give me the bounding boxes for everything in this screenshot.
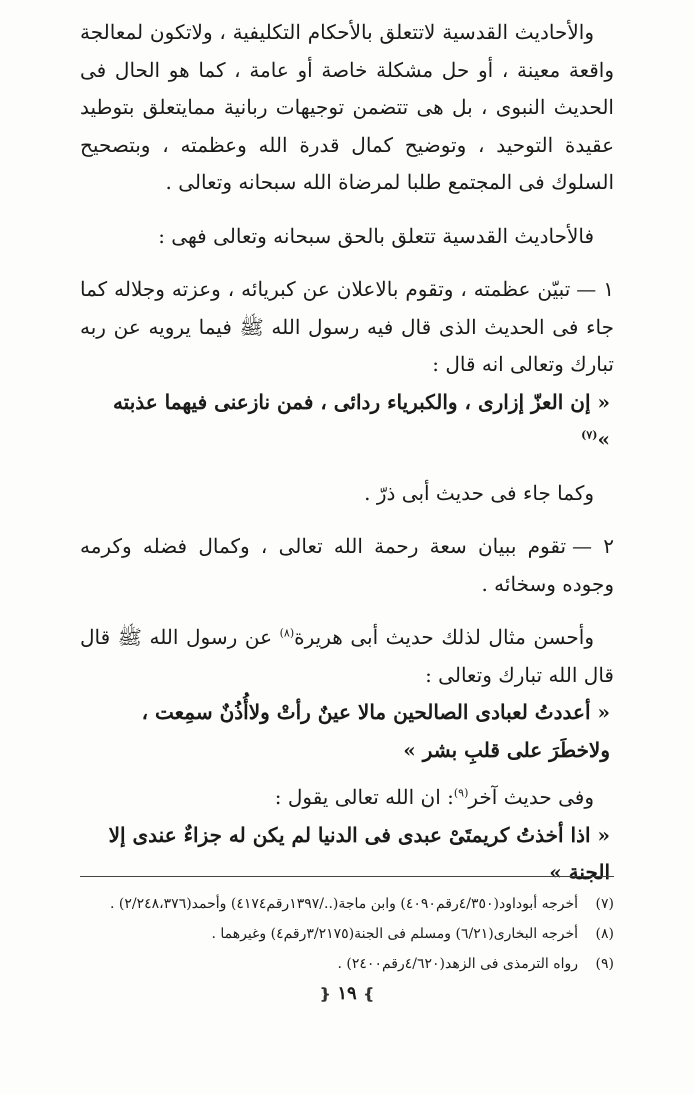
intro-paragraph: والأحاديث القدسية لاتتعلق بالأحكام التكليفية ، ولاتكون لمعالجة واقعة معينة ، أو حل مشكلة خاصة أو عامة ، كما هو الحال فى الحديث النبوى ، بل هى تتضمن توجيهات ربانية ممايتعلق بتوطيد عقيدة التوحيد ، وتوضيح كمال قدرة الله وعظمته ، وبتصحيح السلوك فى المجتمع طلبا لمرضاة الله سبحانه وتعالى . xyxy=(80,20,614,194)
page-number: ١٩ xyxy=(337,983,357,1004)
example-post: عن رسول الله ﷺ قال قال الله تبارك وتعالى : xyxy=(80,625,614,687)
hadith-post: : ان الله تعالى يقول : xyxy=(274,785,454,809)
footnote-8 xyxy=(80,919,614,949)
ornament-right-icon: ❵ xyxy=(362,985,376,1003)
hadith-intro xyxy=(80,779,614,817)
footnote-9 xyxy=(80,949,614,979)
quote-1-text: « إن العزّ إزارى ، والكبرياء ردائى ، فمن نازعنى فيهما عذبته » xyxy=(112,389,610,451)
abudharr-line: وكما جاء فى حديث أبى ذرّ . xyxy=(364,480,594,505)
quote-3: « اذا أخذتُ كريمتَىْ عبدى فى الدنيا لم يكن له جزاءٌ عندى إلا الجنة » xyxy=(108,822,610,884)
item-2 xyxy=(80,528,614,603)
example-pre: وأحسن مثال لذلك حديث أبى هريرة xyxy=(294,625,594,649)
footnote-text: أخرجه أبوداود(٤/٣٥٠رقم٤٠٩٠) وابن ماجة(../١٣٩٧رقم٤١٧٤) وأحمد(٢/٢٤٨،٣٧٦) . xyxy=(109,896,578,912)
example-paragraph xyxy=(80,619,614,694)
item-1-text: تبيّن عظمته ، وتقوم بالاعلان عن كبريائه ، وعزته وجلاله كما جاء فى الحديث الذى قال فيه رسول الله ﷺ فيما يرويه عن ربه تبارك وتعالى انه قال : xyxy=(80,277,614,376)
footnote-ref-7: (٧) xyxy=(581,428,598,442)
footnote-ref-8: (٨) xyxy=(279,626,295,640)
lead-paragraph: فالأحاديث القدسية تتعلق بالحق سبحانه وتعالى فهى : xyxy=(158,223,594,248)
item-1 xyxy=(80,271,614,384)
quote-1 xyxy=(80,384,614,459)
ornament-left-icon: ❴ xyxy=(318,985,332,1003)
footnote-ref-9: (٩) xyxy=(453,786,469,800)
footnote-7 xyxy=(80,889,614,919)
footnote-number: (٧) xyxy=(595,896,614,912)
footnote-number: (٩) xyxy=(595,956,614,972)
footnote-text: رواه الترمذى فى الزهد(٤/٦٢٠رقم٢٤٠٠) . xyxy=(337,956,578,972)
quote-2: « أعددتُ لعبادى الصالحين مالا عينٌ رأتْ ولاأُذُنٌ سمِعت ، ولاخطَرَ على قلبِ بشر » xyxy=(141,700,610,762)
footnote-text: أخرجه البخارى(٦/٢١) ومسلم فى الجنة(٣/٢١٧٥رقم٤) وغيرهما . xyxy=(211,926,578,942)
item-2-text: تقوم ببيان سعة رحمة الله تعالى ، وكمال فضله وكرمه وجوده وسخائه . xyxy=(80,534,614,596)
hadith-pre: وفى حديث آخر xyxy=(468,785,594,809)
page-number-block xyxy=(0,983,694,1004)
footnotes-section xyxy=(80,876,614,979)
item-2-number: ٢ — xyxy=(572,534,615,558)
footnote-number: (٨) xyxy=(595,926,614,942)
main-text xyxy=(80,14,614,892)
item-1-number: ١ — xyxy=(576,277,615,301)
